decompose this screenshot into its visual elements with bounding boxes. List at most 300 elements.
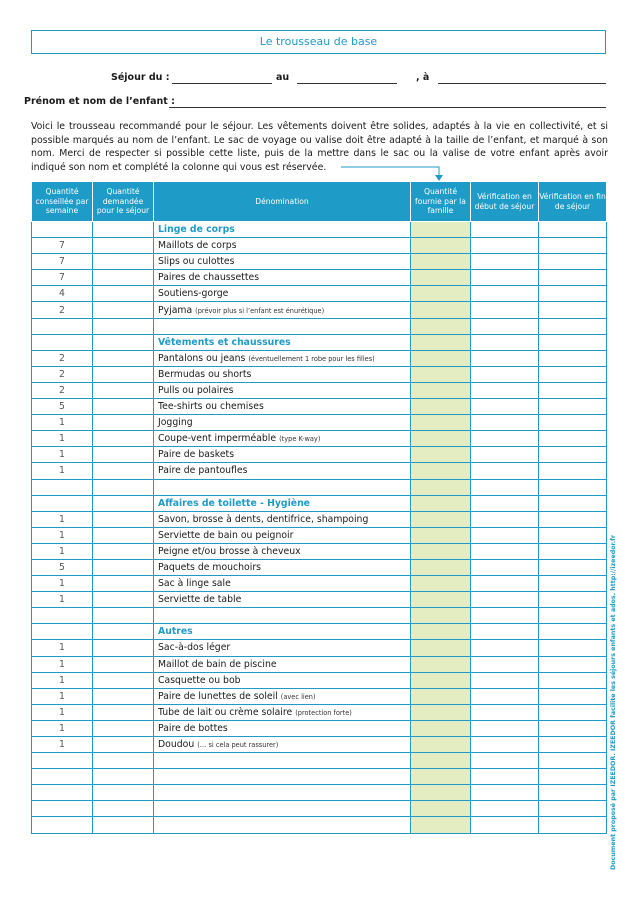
check-start-cell[interactable]: [471, 318, 539, 334]
check-start-cell[interactable]: [471, 495, 539, 511]
arrow-down-icon: [340, 162, 450, 182]
item-label: Tube de lait ou crème solaire: [158, 706, 293, 718]
header-qty-advised: Quantité conseillée par semaine: [32, 182, 93, 222]
qty-requested-cell[interactable]: [93, 801, 154, 817]
qty-advised-cell: 5: [32, 559, 93, 575]
check-start-cell[interactable]: [471, 656, 539, 672]
denomination-cell: [154, 640, 411, 656]
qty-requested-cell[interactable]: [93, 817, 154, 833]
qty-requested-cell[interactable]: [93, 431, 154, 447]
check-start-cell[interactable]: [471, 366, 539, 382]
table-row: [32, 350, 607, 366]
qty-family-cell[interactable]: [411, 543, 471, 559]
table-row: [32, 769, 607, 785]
qty-family-cell[interactable]: [411, 511, 471, 527]
qty-advised-cell: [32, 753, 93, 769]
qty-family-cell[interactable]: [411, 576, 471, 592]
item-label: Paquets de mouchoirs: [158, 562, 261, 574]
denomination-cell: [154, 511, 411, 527]
qty-advised-cell: [32, 222, 93, 238]
qty-requested-cell[interactable]: [93, 592, 154, 608]
qty-requested-cell[interactable]: [93, 399, 154, 415]
denomination-cell: [154, 415, 411, 431]
check-end-cell[interactable]: [539, 769, 607, 785]
header-qty-family: Quantité fournie par la famille: [411, 182, 471, 222]
check-start-cell[interactable]: [471, 399, 539, 415]
qty-family-cell[interactable]: [411, 495, 471, 511]
qty-family-cell[interactable]: [411, 704, 471, 720]
qty-family-cell[interactable]: [411, 527, 471, 543]
check-start-cell[interactable]: [471, 415, 539, 431]
check-end-cell[interactable]: [539, 463, 607, 479]
qty-family-cell[interactable]: [411, 479, 471, 495]
qty-requested-cell[interactable]: [93, 334, 154, 350]
check-start-cell[interactable]: [471, 270, 539, 286]
item-label: Slips ou culottes: [158, 256, 235, 268]
table-row: [32, 366, 607, 382]
qty-family-cell[interactable]: [411, 720, 471, 736]
qty-family-cell[interactable]: [411, 672, 471, 688]
table-row: [32, 431, 607, 447]
check-start-cell[interactable]: [471, 543, 539, 559]
denomination-cell: [154, 302, 411, 318]
check-start-cell[interactable]: [471, 720, 539, 736]
check-end-cell[interactable]: [539, 592, 607, 608]
table-row: [32, 704, 607, 720]
denomination-cell: [154, 399, 411, 415]
table-row: [32, 753, 607, 769]
qty-requested-cell[interactable]: [93, 366, 154, 382]
qty-requested-cell[interactable]: [93, 527, 154, 543]
table-row: [32, 447, 607, 463]
qty-requested-cell[interactable]: [93, 624, 154, 640]
denomination-cell: [154, 222, 411, 238]
check-start-cell[interactable]: [471, 463, 539, 479]
table-row: [32, 382, 607, 398]
item-note: (type K-way): [279, 435, 321, 444]
check-start-cell[interactable]: [471, 302, 539, 318]
header-check-end: Vérification en fin de séjour: [539, 182, 607, 222]
denomination-cell: [154, 688, 411, 704]
check-start-cell[interactable]: [471, 785, 539, 801]
item-label: Sac à linge sale: [158, 578, 231, 590]
check-start-cell[interactable]: [471, 431, 539, 447]
qty-requested-cell[interactable]: [93, 447, 154, 463]
denomination-cell: [154, 479, 411, 495]
qty-requested-cell[interactable]: [93, 415, 154, 431]
check-start-cell[interactable]: [471, 447, 539, 463]
qty-family-cell[interactable]: [411, 302, 471, 318]
denomination-cell: [154, 785, 411, 801]
check-end-cell[interactable]: [539, 366, 607, 382]
denomination-cell: [154, 592, 411, 608]
qty-family-cell[interactable]: [411, 785, 471, 801]
qty-advised-cell: [32, 785, 93, 801]
qty-advised-cell: [32, 608, 93, 624]
check-end-cell[interactable]: [539, 608, 607, 624]
qty-family-cell[interactable]: [411, 656, 471, 672]
qty-family-cell[interactable]: [411, 286, 471, 302]
qty-advised-cell: [32, 334, 93, 350]
qty-family-cell[interactable]: [411, 447, 471, 463]
qty-family-cell[interactable]: [411, 608, 471, 624]
trousseau-table: [31, 181, 607, 834]
table-row: [32, 318, 607, 334]
check-end-cell[interactable]: [539, 350, 607, 366]
table-row: [32, 543, 607, 559]
denomination-cell: [154, 559, 411, 575]
item-label: Pantalons ou jeans: [158, 352, 246, 364]
check-start-cell[interactable]: [471, 737, 539, 753]
qty-advised-cell: 1: [32, 592, 93, 608]
qty-requested-cell[interactable]: [93, 576, 154, 592]
qty-requested-cell[interactable]: [93, 672, 154, 688]
check-start-cell[interactable]: [471, 608, 539, 624]
check-start-cell[interactable]: [471, 753, 539, 769]
item-label: Peigne et/ou brosse à cheveux: [158, 545, 301, 557]
side-credit: Document proposé par IZEEDOR. IZEEDOR facilite les séjours enfants et ados. http://izeedor.fr: [610, 534, 617, 870]
section-row: [32, 624, 607, 640]
table-header-row: [32, 182, 607, 222]
qty-family-cell[interactable]: [411, 382, 471, 398]
item-label: Savon, brosse à dents, dentifrice, shampoing: [158, 513, 369, 525]
qty-family-cell[interactable]: [411, 688, 471, 704]
denomination-cell: [154, 753, 411, 769]
item-note: (éventuellement 1 robe pour les filles): [248, 354, 375, 363]
table-row: [32, 254, 607, 270]
check-start-cell[interactable]: [471, 559, 539, 575]
table-row: [32, 656, 607, 672]
qty-advised-cell: 2: [32, 366, 93, 382]
item-label: Paire de lunettes de soleil: [158, 690, 278, 702]
item-label: Affaires de toilette - Hygiène: [158, 497, 310, 509]
check-end-cell[interactable]: [539, 479, 607, 495]
qty-family-cell[interactable]: [411, 222, 471, 238]
qty-requested-cell[interactable]: [93, 720, 154, 736]
qty-requested-cell[interactable]: [93, 559, 154, 575]
item-label: Sac-à-dos léger: [158, 642, 231, 654]
denomination-cell: [154, 737, 411, 753]
check-end-cell[interactable]: [539, 447, 607, 463]
qty-family-cell[interactable]: [411, 254, 471, 270]
check-start-cell[interactable]: [471, 688, 539, 704]
denomination-cell: [154, 624, 411, 640]
qty-advised-cell: [32, 318, 93, 334]
qty-advised-cell: 1: [32, 527, 93, 543]
check-end-cell[interactable]: [539, 688, 607, 704]
qty-family-cell[interactable]: [411, 318, 471, 334]
qty-requested-cell[interactable]: [93, 511, 154, 527]
denomination-cell: [154, 720, 411, 736]
qty-requested-cell[interactable]: [93, 479, 154, 495]
check-end-cell[interactable]: [539, 640, 607, 656]
item-label: Casquette ou bob: [158, 674, 241, 686]
check-end-cell[interactable]: [539, 382, 607, 398]
table-row: [32, 463, 607, 479]
qty-advised-cell: [32, 769, 93, 785]
item-label: Soutiens-gorge: [158, 288, 229, 300]
denomination-cell: [154, 238, 411, 254]
table-row: [32, 415, 607, 431]
qty-requested-cell[interactable]: [93, 704, 154, 720]
item-label: Paire de baskets: [158, 449, 235, 461]
denomination-cell: [154, 318, 411, 334]
check-end-cell[interactable]: [539, 817, 607, 833]
qty-advised-cell: 5: [32, 399, 93, 415]
qty-family-cell[interactable]: [411, 350, 471, 366]
qty-requested-cell[interactable]: [93, 270, 154, 286]
qty-family-cell[interactable]: [411, 592, 471, 608]
check-end-cell[interactable]: [539, 318, 607, 334]
denomination-cell: [154, 270, 411, 286]
check-start-cell[interactable]: [471, 704, 539, 720]
check-start-cell[interactable]: [471, 479, 539, 495]
qty-advised-cell: 7: [32, 254, 93, 270]
table-row: [32, 688, 607, 704]
qty-advised-cell: [32, 817, 93, 833]
denomination-cell: [154, 254, 411, 270]
denomination-cell: [154, 495, 411, 511]
qty-family-cell[interactable]: [411, 270, 471, 286]
qty-requested-cell[interactable]: [93, 382, 154, 398]
check-start-cell[interactable]: [471, 222, 539, 238]
check-start-cell[interactable]: [471, 624, 539, 640]
check-end-cell[interactable]: [539, 399, 607, 415]
qty-family-cell[interactable]: [411, 753, 471, 769]
qty-requested-cell[interactable]: [93, 495, 154, 511]
section-row: [32, 222, 607, 238]
check-start-cell[interactable]: [471, 511, 539, 527]
check-start-cell[interactable]: [471, 238, 539, 254]
item-label: Jogging: [158, 417, 193, 429]
table-row: [32, 801, 607, 817]
qty-requested-cell[interactable]: [93, 318, 154, 334]
item-label: Vêtements et chaussures: [158, 336, 291, 348]
header-qty-requested: Quantité demandée pour le séjour: [93, 182, 154, 222]
qty-requested-cell[interactable]: [93, 543, 154, 559]
qty-requested-cell[interactable]: [93, 286, 154, 302]
qty-family-cell[interactable]: [411, 801, 471, 817]
qty-family-cell[interactable]: [411, 559, 471, 575]
qty-requested-cell[interactable]: [93, 350, 154, 366]
check-start-cell[interactable]: [471, 817, 539, 833]
table-row: [32, 302, 607, 318]
check-end-cell[interactable]: [539, 238, 607, 254]
header-denomination: Dénomination: [154, 182, 411, 222]
table-row: [32, 592, 607, 608]
denomination-cell: [154, 817, 411, 833]
qty-family-cell[interactable]: [411, 624, 471, 640]
qty-advised-cell: 1: [32, 463, 93, 479]
qty-advised-cell: 2: [32, 350, 93, 366]
table-row: [32, 737, 607, 753]
denomination-cell: [154, 366, 411, 382]
qty-requested-cell[interactable]: [93, 640, 154, 656]
check-start-cell[interactable]: [471, 640, 539, 656]
check-end-cell[interactable]: [539, 431, 607, 447]
item-label: Tee-shirts ou chemises: [158, 401, 264, 413]
qty-requested-cell[interactable]: [93, 302, 154, 318]
qty-family-cell[interactable]: [411, 238, 471, 254]
check-start-cell[interactable]: [471, 769, 539, 785]
child-name-field[interactable]: [169, 107, 606, 108]
check-end-cell[interactable]: [539, 704, 607, 720]
denomination-cell: [154, 447, 411, 463]
table-row: [32, 817, 607, 833]
qty-advised-cell: 7: [32, 238, 93, 254]
check-end-cell[interactable]: [539, 302, 607, 318]
item-label: Paire de pantoufles: [158, 465, 248, 477]
qty-requested-cell[interactable]: [93, 222, 154, 238]
check-start-cell[interactable]: [471, 350, 539, 366]
check-end-cell[interactable]: [539, 286, 607, 302]
denomination-cell: [154, 769, 411, 785]
table-row: [32, 286, 607, 302]
location-field[interactable]: [438, 83, 606, 84]
check-end-cell[interactable]: [539, 495, 607, 511]
intro-text: Voici le trousseau recommandé pour le séjour. Les vêtements doivent être solides, adaptés à la vie en collectivité, et si possible marqués au nom de l’enfant. Le sac de voyage ou valise doit être adapté à la taille de l’enfant, et marqué à son nom. Merci de respecter si possible cette liste, puis de la mettre dans le sac ou la valise de votre enfant après avoir indiqué son nom et complété la colonne qui vous est réservée.: [31, 121, 608, 173]
item-label: Autres: [158, 626, 193, 638]
item-note: (… si cela peut rassurer): [197, 741, 279, 750]
qty-family-cell[interactable]: [411, 769, 471, 785]
check-end-cell[interactable]: [539, 334, 607, 350]
qty-advised-cell: 1: [32, 431, 93, 447]
check-start-cell[interactable]: [471, 527, 539, 543]
qty-advised-cell: 4: [32, 286, 93, 302]
check-end-cell[interactable]: [539, 624, 607, 640]
check-end-cell[interactable]: [539, 576, 607, 592]
qty-requested-cell[interactable]: [93, 737, 154, 753]
child-name-label: Prénom et nom de l’enfant :: [24, 96, 175, 107]
item-label: Maillot de bain de piscine: [158, 658, 277, 670]
au-label: au: [276, 72, 290, 83]
check-start-cell[interactable]: [471, 576, 539, 592]
qty-family-cell[interactable]: [411, 640, 471, 656]
qty-advised-cell: 1: [32, 640, 93, 656]
table-row: [32, 785, 607, 801]
check-end-cell[interactable]: [539, 737, 607, 753]
item-label: Linge de corps: [158, 224, 235, 236]
check-end-cell[interactable]: [539, 222, 607, 238]
denomination-cell: [154, 350, 411, 366]
item-note: (prévoir plus si l’enfant est énurétique): [195, 306, 325, 315]
denomination-cell: [154, 543, 411, 559]
qty-requested-cell[interactable]: [93, 656, 154, 672]
qty-advised-cell: [32, 801, 93, 817]
check-end-cell[interactable]: [539, 753, 607, 769]
table-row: [32, 511, 607, 527]
denomination-cell: [154, 608, 411, 624]
table-row: [32, 527, 607, 543]
item-note: (avec lien): [280, 692, 316, 701]
table-row: [32, 720, 607, 736]
qty-advised-cell: 1: [32, 576, 93, 592]
check-end-cell[interactable]: [539, 656, 607, 672]
section-row: [32, 495, 607, 511]
qty-advised-cell: 1: [32, 688, 93, 704]
qty-advised-cell: 1: [32, 415, 93, 431]
check-end-cell[interactable]: [539, 672, 607, 688]
qty-requested-cell[interactable]: [93, 608, 154, 624]
item-label: Paire de bottes: [158, 722, 228, 734]
item-label: Pyjama: [158, 304, 193, 316]
check-end-cell[interactable]: [539, 559, 607, 575]
table-row: [32, 576, 607, 592]
check-end-cell[interactable]: [539, 720, 607, 736]
check-start-cell[interactable]: [471, 592, 539, 608]
qty-family-cell[interactable]: [411, 334, 471, 350]
denomination-cell: [154, 656, 411, 672]
qty-requested-cell[interactable]: [93, 463, 154, 479]
item-label: Pulls ou polaires: [158, 384, 234, 396]
check-end-cell[interactable]: [539, 801, 607, 817]
item-note: (protection forte): [295, 708, 352, 717]
table-row: [32, 559, 607, 575]
qty-family-cell[interactable]: [411, 817, 471, 833]
qty-advised-cell: 1: [32, 737, 93, 753]
table-row: [32, 270, 607, 286]
qty-advised-cell: 1: [32, 720, 93, 736]
denomination-cell: [154, 704, 411, 720]
qty-advised-cell: [32, 624, 93, 640]
sejour-label: Séjour du :: [111, 72, 170, 83]
denomination-cell: [154, 576, 411, 592]
qty-family-cell[interactable]: [411, 431, 471, 447]
check-end-cell[interactable]: [539, 415, 607, 431]
denomination-cell: [154, 334, 411, 350]
qty-advised-cell: 1: [32, 656, 93, 672]
table-row: [32, 479, 607, 495]
check-start-cell[interactable]: [471, 334, 539, 350]
qty-family-cell[interactable]: [411, 399, 471, 415]
check-start-cell[interactable]: [471, 672, 539, 688]
check-end-cell[interactable]: [539, 543, 607, 559]
qty-requested-cell[interactable]: [93, 753, 154, 769]
table-row: [32, 399, 607, 415]
check-end-cell[interactable]: [539, 527, 607, 543]
check-end-cell[interactable]: [539, 511, 607, 527]
qty-advised-cell: 1: [32, 704, 93, 720]
qty-requested-cell[interactable]: [93, 238, 154, 254]
qty-requested-cell[interactable]: [93, 688, 154, 704]
check-start-cell[interactable]: [471, 286, 539, 302]
item-label: Bermudas ou shorts: [158, 368, 252, 380]
qty-requested-cell[interactable]: [93, 769, 154, 785]
qty-family-cell[interactable]: [411, 737, 471, 753]
qty-family-cell[interactable]: [411, 366, 471, 382]
check-start-cell[interactable]: [471, 801, 539, 817]
check-start-cell[interactable]: [471, 254, 539, 270]
sejour-end-field[interactable]: [297, 83, 397, 84]
check-end-cell[interactable]: [539, 270, 607, 286]
item-label: Doudou: [158, 739, 195, 751]
item-label: Maillots de corps: [158, 240, 237, 252]
qty-requested-cell[interactable]: [93, 254, 154, 270]
qty-advised-cell: 7: [32, 270, 93, 286]
check-end-cell[interactable]: [539, 785, 607, 801]
denomination-cell: [154, 286, 411, 302]
denomination-cell: [154, 672, 411, 688]
section-row: [32, 334, 607, 350]
qty-requested-cell[interactable]: [93, 785, 154, 801]
sejour-start-field[interactable]: [172, 83, 272, 84]
check-end-cell[interactable]: [539, 254, 607, 270]
qty-family-cell[interactable]: [411, 415, 471, 431]
denomination-cell: [154, 801, 411, 817]
qty-advised-cell: [32, 479, 93, 495]
check-start-cell[interactable]: [471, 382, 539, 398]
qty-family-cell[interactable]: [411, 463, 471, 479]
